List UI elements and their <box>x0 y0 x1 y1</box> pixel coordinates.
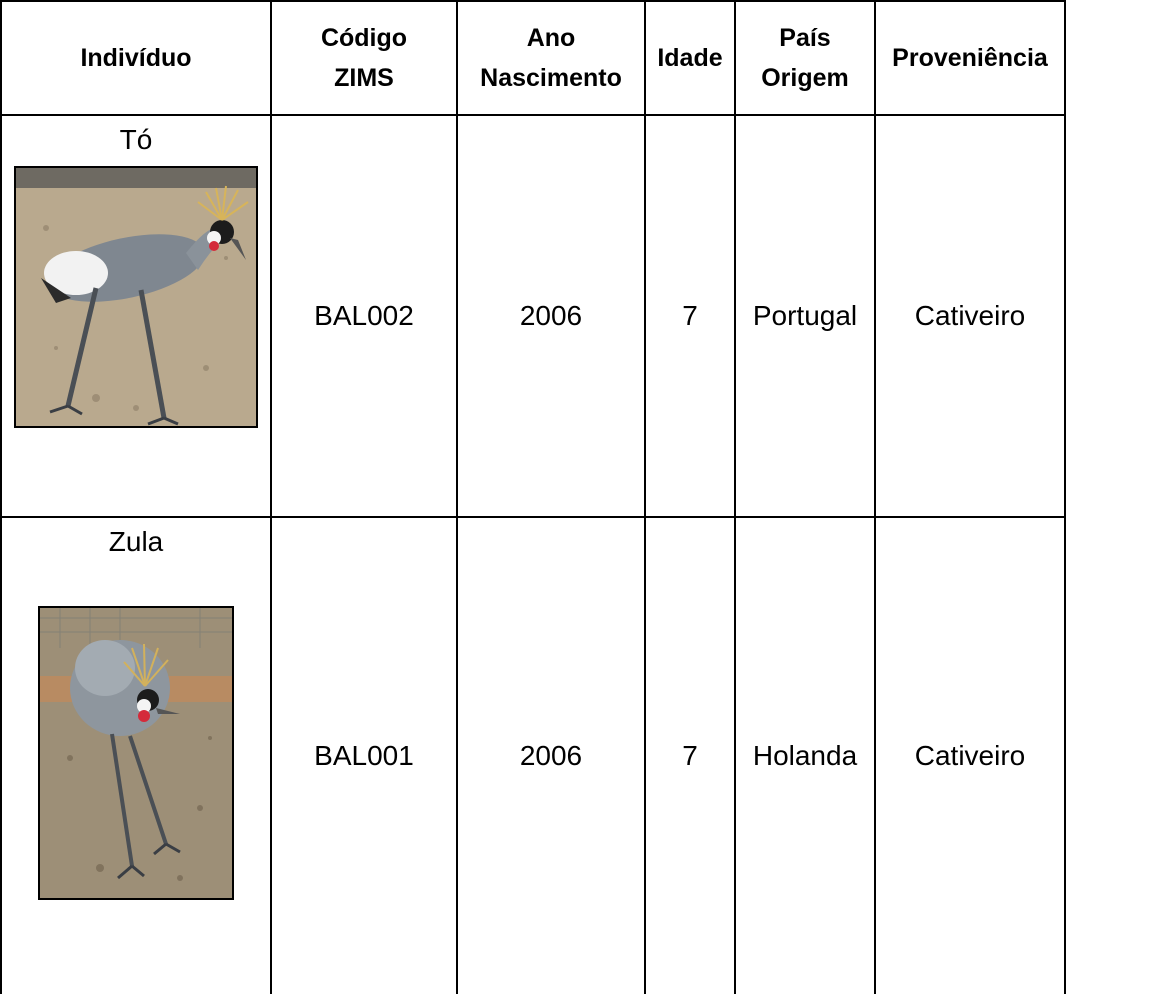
header-individuo: Indivíduo <box>1 1 271 115</box>
header-idade: Idade <box>645 1 735 115</box>
table-row <box>1 115 1065 517</box>
individual-name: Zula <box>108 526 164 557</box>
cell-idade: 7 <box>645 115 735 517</box>
table-row <box>1 517 1065 994</box>
cell-pais-origem: Holanda <box>735 517 875 994</box>
individual-name: Tó <box>119 124 153 155</box>
cell-idade: 7 <box>645 517 735 994</box>
header-codigo-zims: Código ZIMS <box>271 1 457 115</box>
cell-individuo <box>1 517 271 994</box>
cell-codigo-zims: BAL002 <box>271 115 457 517</box>
header-pais-origem: País Origem <box>735 1 875 115</box>
cell-pais-origem: Portugal <box>735 115 875 517</box>
cell-proveniencia: Cativeiro <box>875 517 1065 994</box>
cell-individuo <box>1 115 271 517</box>
cell-ano-nascimento: 2006 <box>457 517 645 994</box>
header-proveniencia: Proveniência <box>875 1 1065 115</box>
header-ano-nascimento: Ano Nascimento <box>457 1 645 115</box>
cell-ano-nascimento: 2006 <box>457 115 645 517</box>
cell-proveniencia: Cativeiro <box>875 115 1065 517</box>
grey-crowned-crane-photo <box>14 166 258 428</box>
cell-codigo-zims: BAL001 <box>271 517 457 994</box>
header-row <box>1 1 1065 115</box>
grey-crowned-crane-photo <box>38 606 234 900</box>
